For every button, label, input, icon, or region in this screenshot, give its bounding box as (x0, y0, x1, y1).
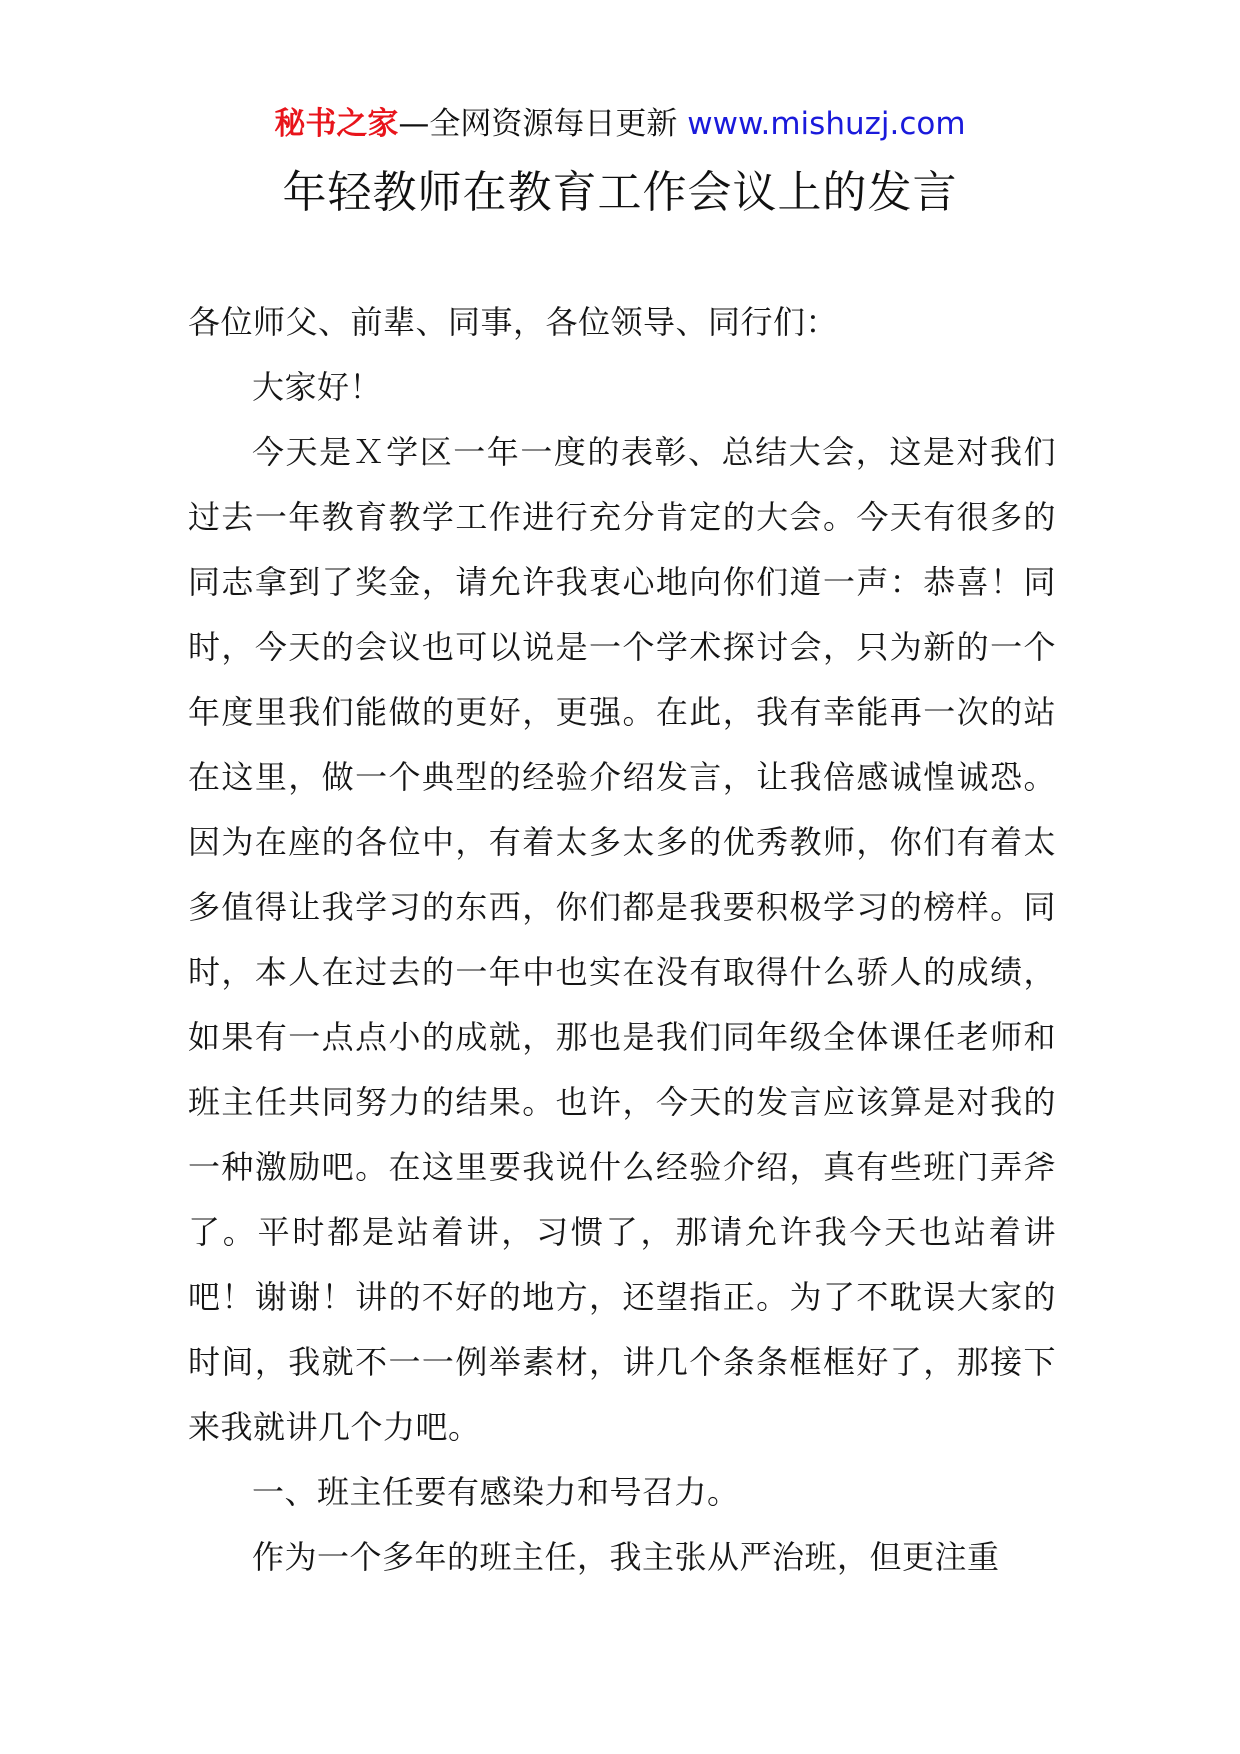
site-slogan: —全网资源每日更新 (398, 106, 688, 142)
document-body (188, 290, 1056, 1590)
paragraph-1: 今天是Ｘ学区一年一度的表彰、总结大会，这是对我们过去一年教育教学工作进行充分肯定的大会。今天有很多的同志拿到了奖金，请允许我衷心地向你们道一声：恭喜！同时，今天的会议也可以说是一个学术探讨会，只为新的一个年度里我们能做的更好，更强。在此，我有幸能再一次的站在这里，做一个典型的经验介绍发言，让我倍感诚惶诚恐。因为在座的各位中，有着太多太多的优秀教师，你们有着太多值得让我学习的东西，你们都是我要积极学习的榜样。同时，本人在过去的一年中也实在没有取得什么骄人的成绩，如果有一点点小的成就，那也是我们同年级全体课任老师和班主任共同努力的结果。也许，今天的发言应该算是对我的一种激励吧。在这里要我说什么经验介绍，真有些班门弄斧了。平时都是站着讲，习惯了，那请允许我今天也站着讲吧！谢谢！讲的不好的地方，还望指正。为了不耽误大家的时间，我就不一一例举素材，讲几个条条框框好了，那接下来我就讲几个力吧。 (188, 433, 1056, 1446)
salutation: 各位师父、前辈、同事，各位领导、同行们： (188, 303, 839, 341)
paragraph-2: 作为一个多年的班主任，我主张从严治班，但更注重 (252, 1538, 1000, 1576)
site-header (0, 102, 1240, 146)
document-title: 年轻教师在教育工作会议上的发言 (282, 167, 958, 218)
brand-name: 秘书之家 (274, 106, 399, 142)
site-url[interactable]: www.mishuzj.com (687, 106, 966, 142)
section-1-heading: 一、班主任要有感染力和号召力。 (252, 1473, 740, 1511)
greeting: 大家好！ (252, 368, 383, 406)
